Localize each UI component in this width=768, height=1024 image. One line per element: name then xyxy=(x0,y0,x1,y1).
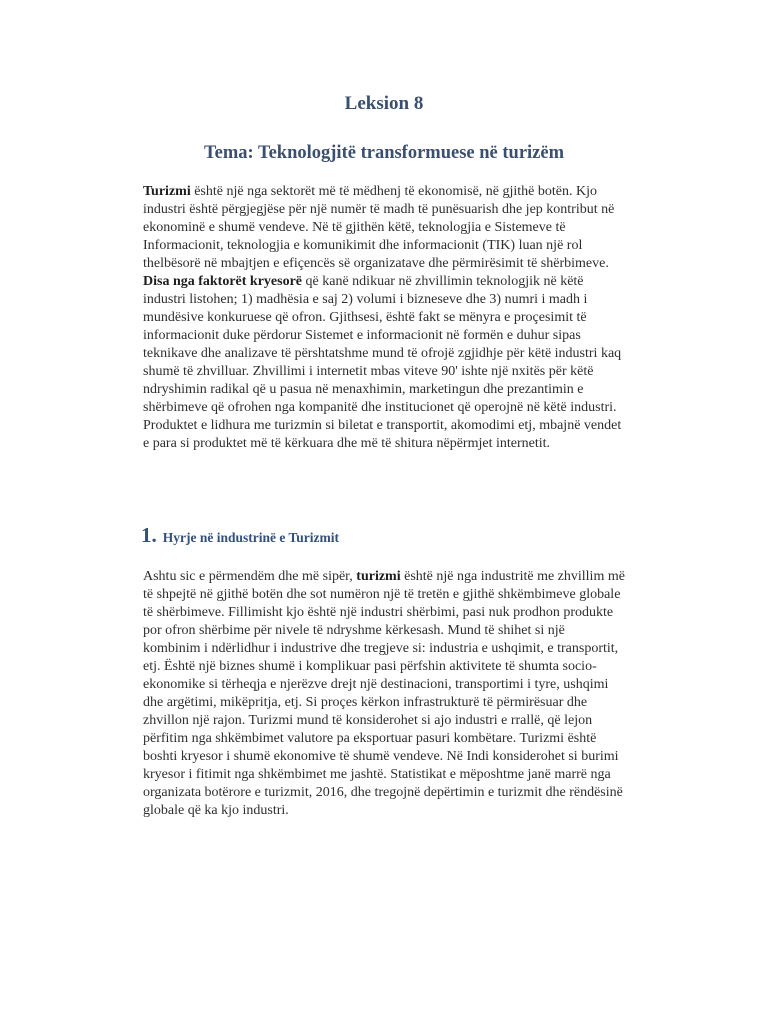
lesson-title: Leksion 8 xyxy=(344,93,424,114)
intro-paragraph-2 xyxy=(143,273,625,453)
section-1-text-start: Ashtu sic e përmendëm dhe më sipër, xyxy=(143,569,357,584)
topic-title: Tema: Teknologjitë transformuese në turizëm xyxy=(203,143,565,163)
section-heading-text: Hyrje në industrinë e Turizmit xyxy=(162,530,339,545)
intro-paragraph-1-text: është një nga sektorët më të mëdhenj të ekonomisë, në gjithë botën. Kjo industri është përgjegjëse për një numër të madh të punësuarish dhe jep kontribut në ekonominë e shumë vendeve. Në të gjithën këtë, teknologjia e Sistemeve të Informacionit, teknologjia e komunikimit dhe informacionit (TIK) luan një rol thelbësorë në mbajtjen e efiçencës së organizatave dhe përmirësimit të shërbimeve. xyxy=(143,184,615,271)
intro-bold-term: Turizmi xyxy=(143,184,191,199)
intro-paragraph-1 xyxy=(143,183,625,273)
section-number: 1. xyxy=(141,523,157,547)
section-1-paragraph xyxy=(143,568,625,820)
intro-text xyxy=(143,183,625,453)
intro-paragraph-2-text: që kanë ndikuar në zhvillimin teknologjik në këtë industri listohen; 1) madhësia e saj 2) volumi i bizneseve dhe 3) numri i madh i mundësive konkuruese që ofron. Gjithsesi, është fakt se mënyra e proçesimit të informacionit duke përdorur Sistemet e informacionit në formën e duhur sipas teknikave dhe analizave të përshtatshme mund të ofrojë zgjidhje për këtë industri kaq shumë të zhvilluar. Zhvillimi i internetit mbas viteve 90' ishte një nxitës për këtë ndryshimin radikal që u pasua në menaxhimin, marketingun dhe prezantimin e shërbimeve që ofrohen nga kompanitë dhe institucionet që operojnë në këtë industri. Produktet e lidhura me turizmin si biletat e transportit, akomodimi etj, mbajnë vendet e para si produktet më të kërkuara dhe më të shitura nëpërmjet internetit. xyxy=(143,274,622,451)
section-1-bold-term: turizmi xyxy=(356,569,401,584)
key-factors-bold: Disa nga faktorët kryesorë xyxy=(143,274,303,289)
section-1-heading xyxy=(141,523,339,548)
section-1-body xyxy=(143,568,625,820)
section-1-text-rest: është një nga industritë me zhvillim më të shpejtë në gjithë botën dhe sot numëron një të tretën e gjithë shkëmbimeve globale të shërbimeve. Fillimisht kjo është një industri shërbimi, pasi nuk prodhon produkte por ofron shërbime për nivele të ndryshme kërkesash. Mund të shihet si një kombinim i ndërlidhur i industrive dhe tregjeve si: industria e ushqimit, e transportit, etj. Është një biznes shumë i komplikuar pasi përfshin aktivitete të shumta socio-ekonomike si tërheqja e njerëzve drejt një destinacioni, transportimi i tyre, ushqimi dhe argëtimi, mikëpritja, etj. Si proçes kërkon infrastrukturë të përmirësuar dhe zhvillon një rajon. Turizmi mund të konsiderohet si ajo industri e rrallë, që lejon përfitim nga shkëmbimet valutore pa eksportuar pasuri kombëtare. Turizmi është boshti kryesor i shumë ekonomive të shumë vendeve. Në Indi konsiderohet si burimi kryesor i fitimit nga shkëmbimet me jashtë. Statistikat e mëposhtme janë marrë nga organizata botërore e turizmit, 2016, dhe tregojnë depërtimin e turizmit dhe rëndësinë globale që ka kjo industri. xyxy=(143,569,625,818)
